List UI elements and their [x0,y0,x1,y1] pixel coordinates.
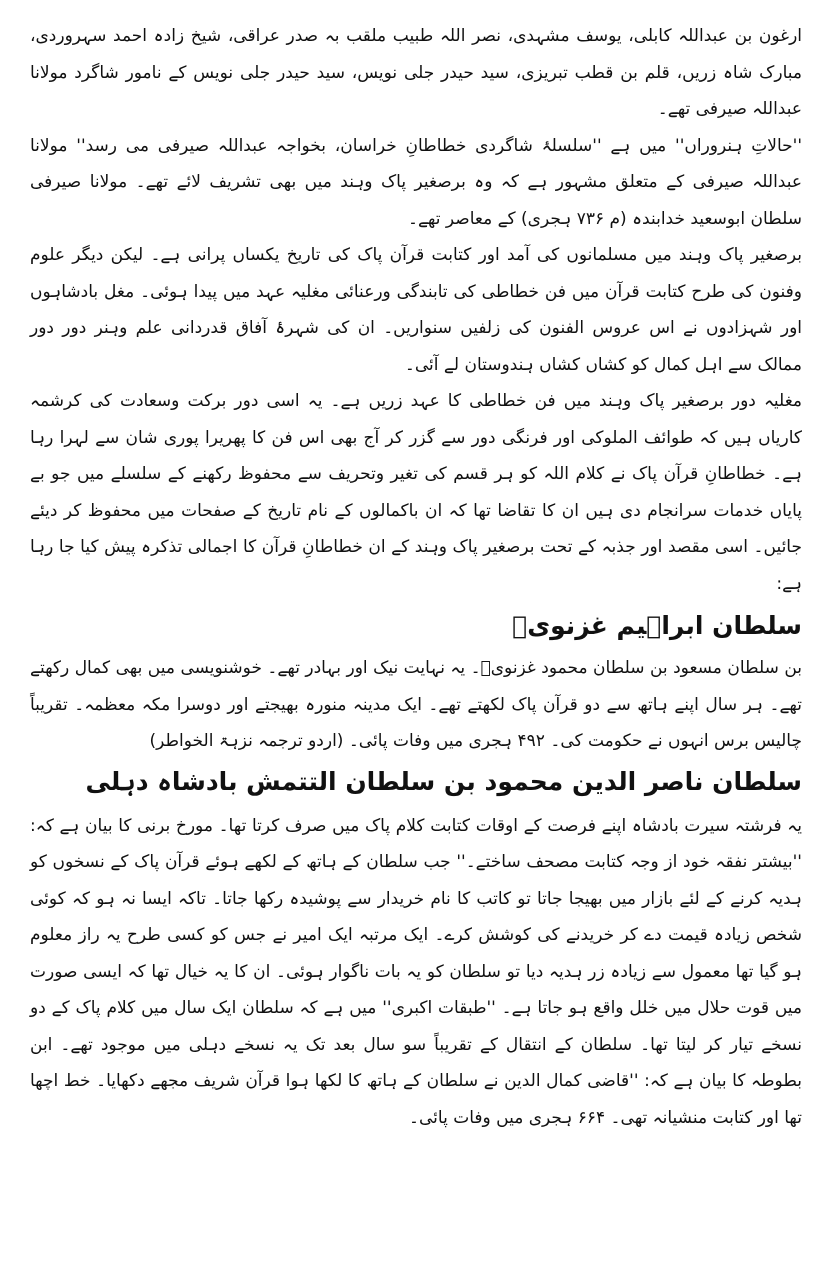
intro-paragraph-1: ارغون بن عبداللہ کابلی، یوسف مشہدی، نصر اللہ طبیب ملقب بہ صدر عراقی، شیخ زادہ احمد سہروردی، مبارک شاہ زریں، قلم بن قطب تبریزی، سید حیدر جلی نویس، سید حیدر جلی نویس کے نامور شاگرد مولانا عبداللہ صیرفی تھے۔ [30,26,802,119]
section-paragraph-nasiruddin-mahmud: یہ فرشتہ سیرت بادشاہ اپنے فرصت کے اوقات کتابت کلام پاک میں صرف کرتا تھا۔ مورخ برنی کا بیان ہے کہ: ''بیشتر نفقہ خود از وجہ کتابت مصحف ساختے۔'' جب سلطان کے ہاتھ کے لکھے ہوئے قرآن پاک کے نسخوں کو ہدیہ کرنے کے لئے بازار میں بھیجا جاتا تو کاتب کا نام خریدار سے پوشیدہ رکھا جاتا۔ تاکہ ایسا نہ ہو کہ کوئی شخص زیادہ قیمت دے کر خریدنے کی کوشش کرے۔ ایک مرتبہ ایک امیر نے جس کو کسی طرح یہ راز معلوم ہو گیا تھا معمول سے زیادہ زر ہدیہ دیا تو سلطان کو یہ بات ناگوار ہوئی۔ ان کا یہ خیال تھا کہ ایسی صورت میں قوت حلال میں خلل واقع ہو جاتا ہے۔ ''طبقات اکبری'' میں ہے کہ سلطان ایک سال میں کلام پاک کے دو نسخے تیار کر لیتا تھا۔ سلطان کے انتقال کے تقریباً سو سال بعد تک یہ نسخے دہلی میں موجود تھے۔ ابن بطوطہ کا بیان ہے کہ: ''قاضی کمال الدین نے سلطان کے ہاتھ کا لکھا ہوا قرآن شریف مجھے دکھایا۔ خط اچھا تھا اور کتابت منشیانہ تھی۔ ۶۶۴ ہجری میں وفات پائی۔ [30,815,802,1128]
section-paragraph-ibrahim-ghaznavi: بن سلطان مسعود بن سلطان محمود غزنویؒ۔ یہ نہایت نیک اور بہادر تھے۔ خوشنویسی میں بھی کمال رکھتے تھے۔ ہر سال اپنے ہاتھ سے دو قرآن پاک لکھتے تھے۔ ایک مدینہ منورہ بھیجتے اور دوسرا مکہ معظمہ۔ تقریباً چالیس برس انہوں نے حکومت کی۔ ۴۹۲ ہجری میں وفات پائی۔ (اردو ترجمہ نزہۃ الخواطر) [30,658,802,751]
section-heading-nasiruddin-mahmud: سلطان ناصر الدین محمود بن سلطان التتمش بادشاہ دہلی [85,766,802,796]
intro-paragraph-3: برصغیر پاک وہند میں مسلمانوں کی آمد اور کتابت قرآن پاک کی تاریخ یکساں پرانی ہے۔ لیکن دیگر علوم وفنون کی طرح کتابت قرآن میں فن خطاطی کی تابندگی ورعنائی مغلیہ عہد میں پیدا ہوئی۔ مغل بادشاہوں اور شہزادوں نے اس عروس الفنون کی زلفیں سنواریں۔ ان کی شہرۂ آفاق قدردانی علم وہنر دور دور ممالک سے اہل کمال کو کشاں کشاں ہندوستان لے آئی۔ [30,245,802,375]
section-heading-ibrahim-ghaznavi: سلطان ابراہیم غزنویؒ [512,611,802,640]
intro-paragraph-2: ''حالاتِ ہنروراں'' میں ہے ''سلسلۂ شاگردی خطاطانِ خراسان، بخواجہ عبداللہ صیرفی می رسد'' مولانا عبداللہ صیرفی کے متعلق مشہور ہے کہ وہ برصغیر پاک وہند میں بھی تشریف لائے تھے۔ مولانا صیرفی سلطان ابوسعید خدابندہ (م ۷۳۶ ہجری) کے معاصر تھے۔ [30,135,802,229]
intro-paragraph-4: مغلیہ دور برصغیر پاک وہند میں فن خطاطی کا عہد زریں ہے۔ یہ اسی دور برکت وسعادت کی کرشمہ کاریاں ہیں کہ طوائف الملوکی اور فرنگی دور سے گزر کر آج بھی اس فن کا پھریرا پوری شان سے لہرا رہا ہے۔ خطاطانِ قرآن پاک نے کلام اللہ کو ہر قسم کی تغیر وتحریف سے محفوظ رکھنے کے سلسلے میں جو بے پایاں خدمات سرانجام دی ہیں ان کا تقاضا تھا کہ ان باکمالوں کے نام تاریخ کے صفحات میں محفوظ کر دیئے جائیں۔ اسی مقصد اور جذبہ کے تحت برصغیر پاک وہند کے ان خطاطانِ قرآن کا اجمالی تذکرہ پیش کیا جا رہا ہے: [30,391,802,594]
